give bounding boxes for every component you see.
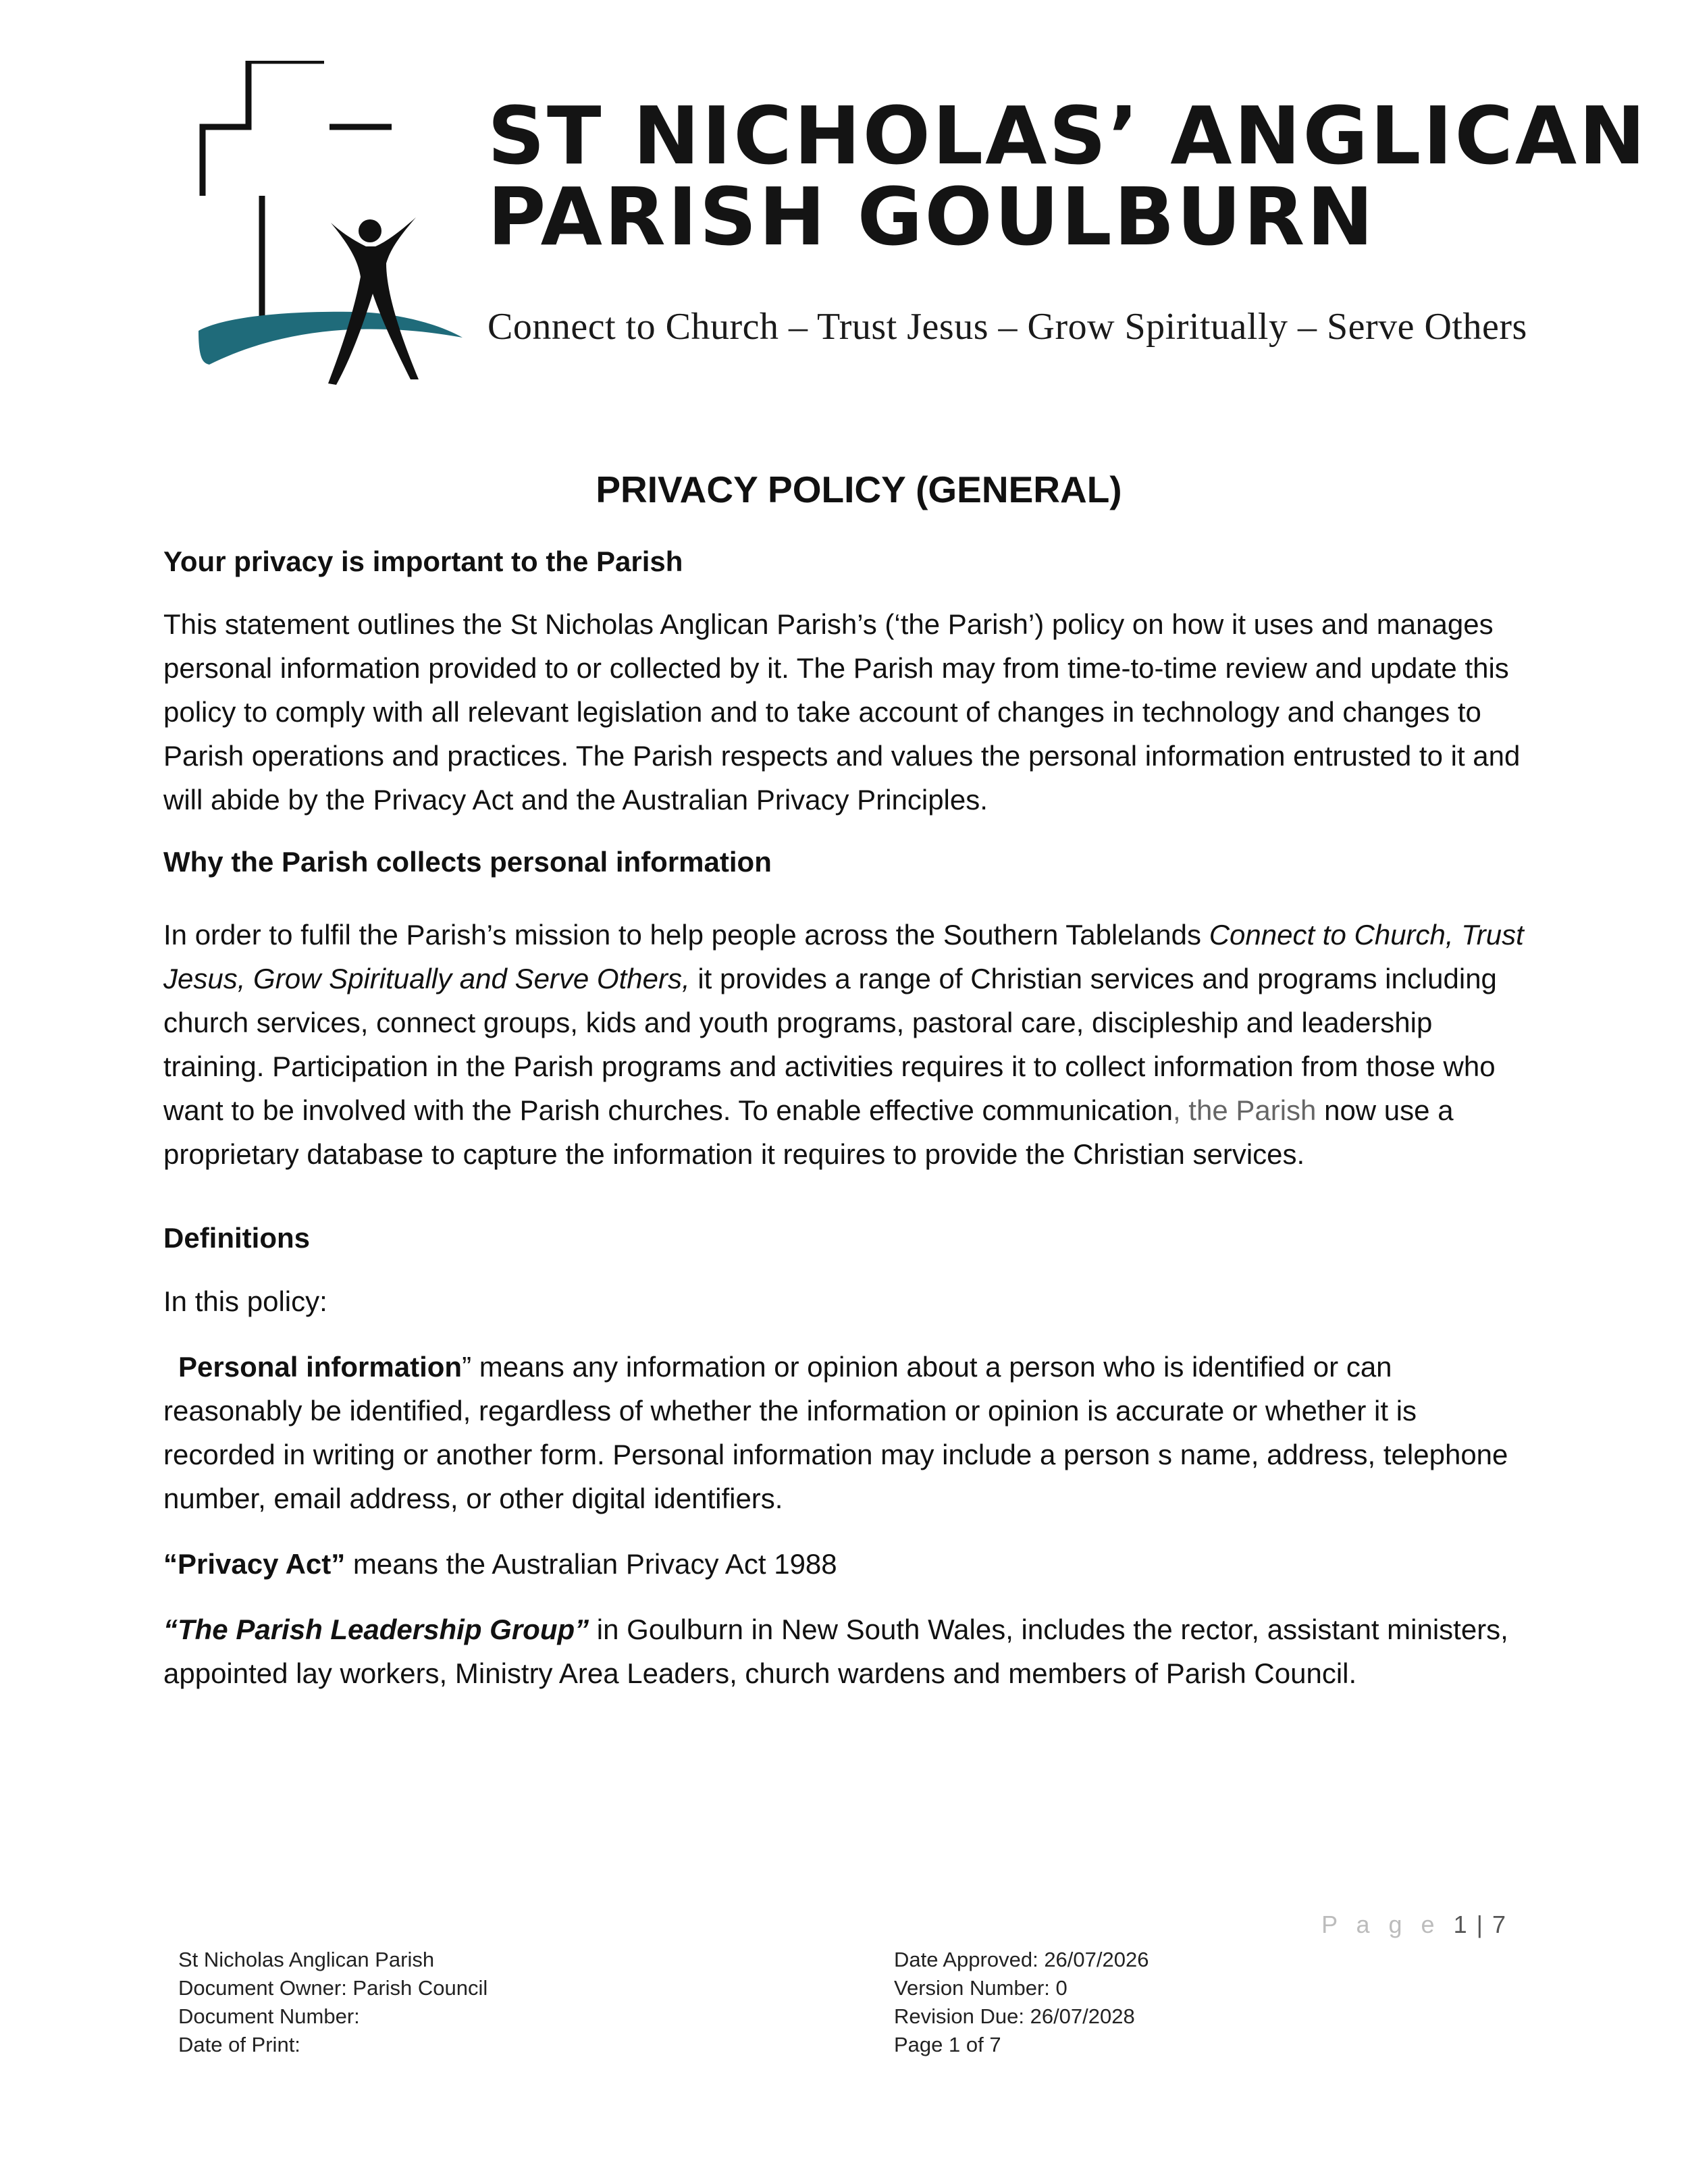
section-body-why-collect <box>163 913 1527 1176</box>
footer-parish-name: St Nicholas Anglican Parish <box>178 1948 435 1971</box>
section-heading-definitions: Definitions <box>163 1221 310 1254</box>
definition-term-privacy-act: “Privacy Act” <box>163 1547 346 1580</box>
mission-italic: Connect to Church, Trust Jesus, Grow Spiritually and Serve Others, <box>163 918 1524 994</box>
definition-term-leadership-group: “The Parish Leadership Group” <box>163 1613 589 1645</box>
footer-version-number: Version Number: 0 <box>894 1976 1067 2000</box>
page-indicator <box>1321 1911 1507 1939</box>
why-collect-text-1: In order to fulfil the Parish’s mission to help people across the Southern Tablelands <box>163 918 1209 951</box>
org-name-line2: PARISH GOULBURN <box>487 170 1376 263</box>
definition-text-leadership-group: in Goulburn in New South Wales, includes the rector, assistant ministers, appointed lay workers, Ministry Area Leaders, church wardens and members of Parish Council. <box>163 1613 1508 1689</box>
page-label: P a g e <box>1321 1911 1441 1938</box>
definition-text-privacy-act: means the Australian Privacy Act 1988 <box>345 1547 837 1580</box>
why-collect-text-2: it provides a range of Christian services and programs including church services, connect groups, kids and youth programs, pastoral care, discipleship and leadership training. Participation in the Parish programs and activities requires it to collect information from those who want to be involved with the Parish churches. To enable effective communication <box>163 962 1497 1126</box>
footer-revision-due: Revision Due: 26/07/2028 <box>894 2004 1135 2028</box>
document-header <box>0 0 1688 419</box>
document-title: PRIVACY POLICY (GENERAL) <box>596 469 1122 510</box>
section-heading-privacy: Your privacy is important to the Parish <box>163 545 683 577</box>
definition-text-personal-information: ” means any information or opinion about a person who is identified or can reasonably be identified, regardless of whether the information or opinion is accurate or whether it is recorded in writing or another form. Personal information may include a person s name, address, telephone number, email address, or other digital identifiers. <box>163 1350 1508 1514</box>
cross-with-figure-logo-icon <box>196 61 466 398</box>
definition-term-personal-information: Personal information <box>178 1350 463 1383</box>
footer-document-owner: Document Owner: Parish Council <box>178 1976 488 2000</box>
footer-left <box>178 1946 487 2059</box>
footer-document-number: Document Number: <box>178 2004 360 2028</box>
footer-right <box>894 1946 1149 2059</box>
definition-leadership-group <box>163 1607 1527 1695</box>
tagline: Connect to Church – Trust Jesus – Grow Spiritually – Serve Others <box>487 306 1527 348</box>
page-number: 1 | 7 <box>1453 1911 1507 1938</box>
document-body <box>163 466 1527 1717</box>
definitions-intro: In this policy: <box>163 1285 327 1317</box>
section-body-privacy: This statement outlines the St Nicholas Anglican Parish’s (‘the Parish’) policy on how it uses and manages personal information provided to or collected by it. The Parish may from time-to-time review and update this policy to comply with all relevant legislation and to take account of changes in technology and changes to Parish operations and practices. The Parish respects and values the personal information entrusted to it and will abide by the Privacy Act and the Australian Privacy Principles. <box>163 608 1521 816</box>
org-name-line1: ST NICHOLAS’ ANGLICAN <box>487 89 1647 182</box>
footer-date-approved: Date Approved: 26/07/2026 <box>894 1948 1149 1971</box>
definition-personal-information <box>163 1345 1527 1520</box>
why-collect-text-3: now use a proprietary database to capture the information it requires to provide the Christian services. <box>163 1094 1454 1170</box>
why-collect-muted: , the Parish <box>1172 1094 1317 1126</box>
footer-date-of-print: Date of Print: <box>178 2033 300 2056</box>
footer-page-count: Page 1 of 7 <box>894 2033 1001 2056</box>
definition-privacy-act <box>163 1542 1527 1586</box>
section-heading-why-collect: Why the Parish collects personal information <box>163 846 772 878</box>
